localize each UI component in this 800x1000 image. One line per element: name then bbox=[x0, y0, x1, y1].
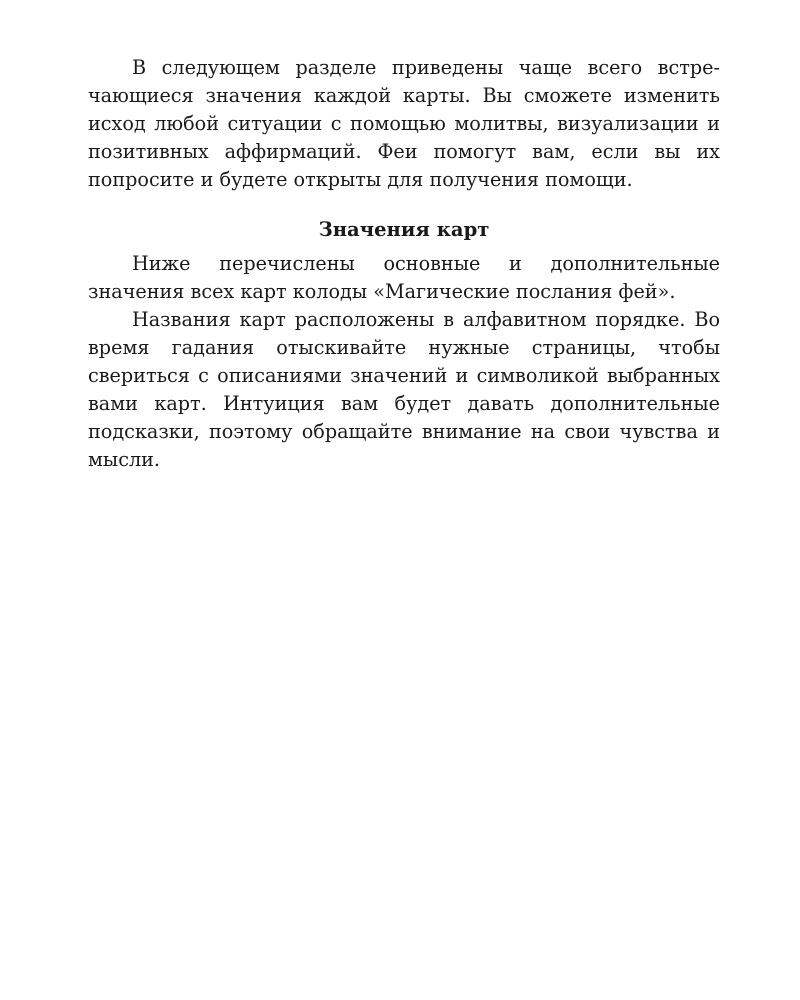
section-heading: Значения карт bbox=[318, 218, 490, 241]
body-paragraph-2: Названия карт расположены в алфавитном порядке. Во время гадания отыскивайте нужные страницы, чтобы свериться с описаниями значений и символикой выбранных вами карт. Интуиция вам будет давать дополнительные подсказки, поэтому обращайте внимание на свои чувства и мысли. bbox=[88, 308, 720, 471]
document-page bbox=[88, 54, 720, 474]
body-paragraph-1: Ниже перечислены основные и дополнительные значения всех карт колоды «Магические послания фей». bbox=[88, 252, 720, 303]
intro-paragraph: В следующем разделе приведены чаще всего встречающиеся значения каждой карты. Вы сможете изменить исход любой ситуации с помощью молитвы, визуализации и позитивных аффирмаций. Феи помогут вам, если вы их попросите и будете открыты для получения помощи. bbox=[88, 56, 720, 191]
